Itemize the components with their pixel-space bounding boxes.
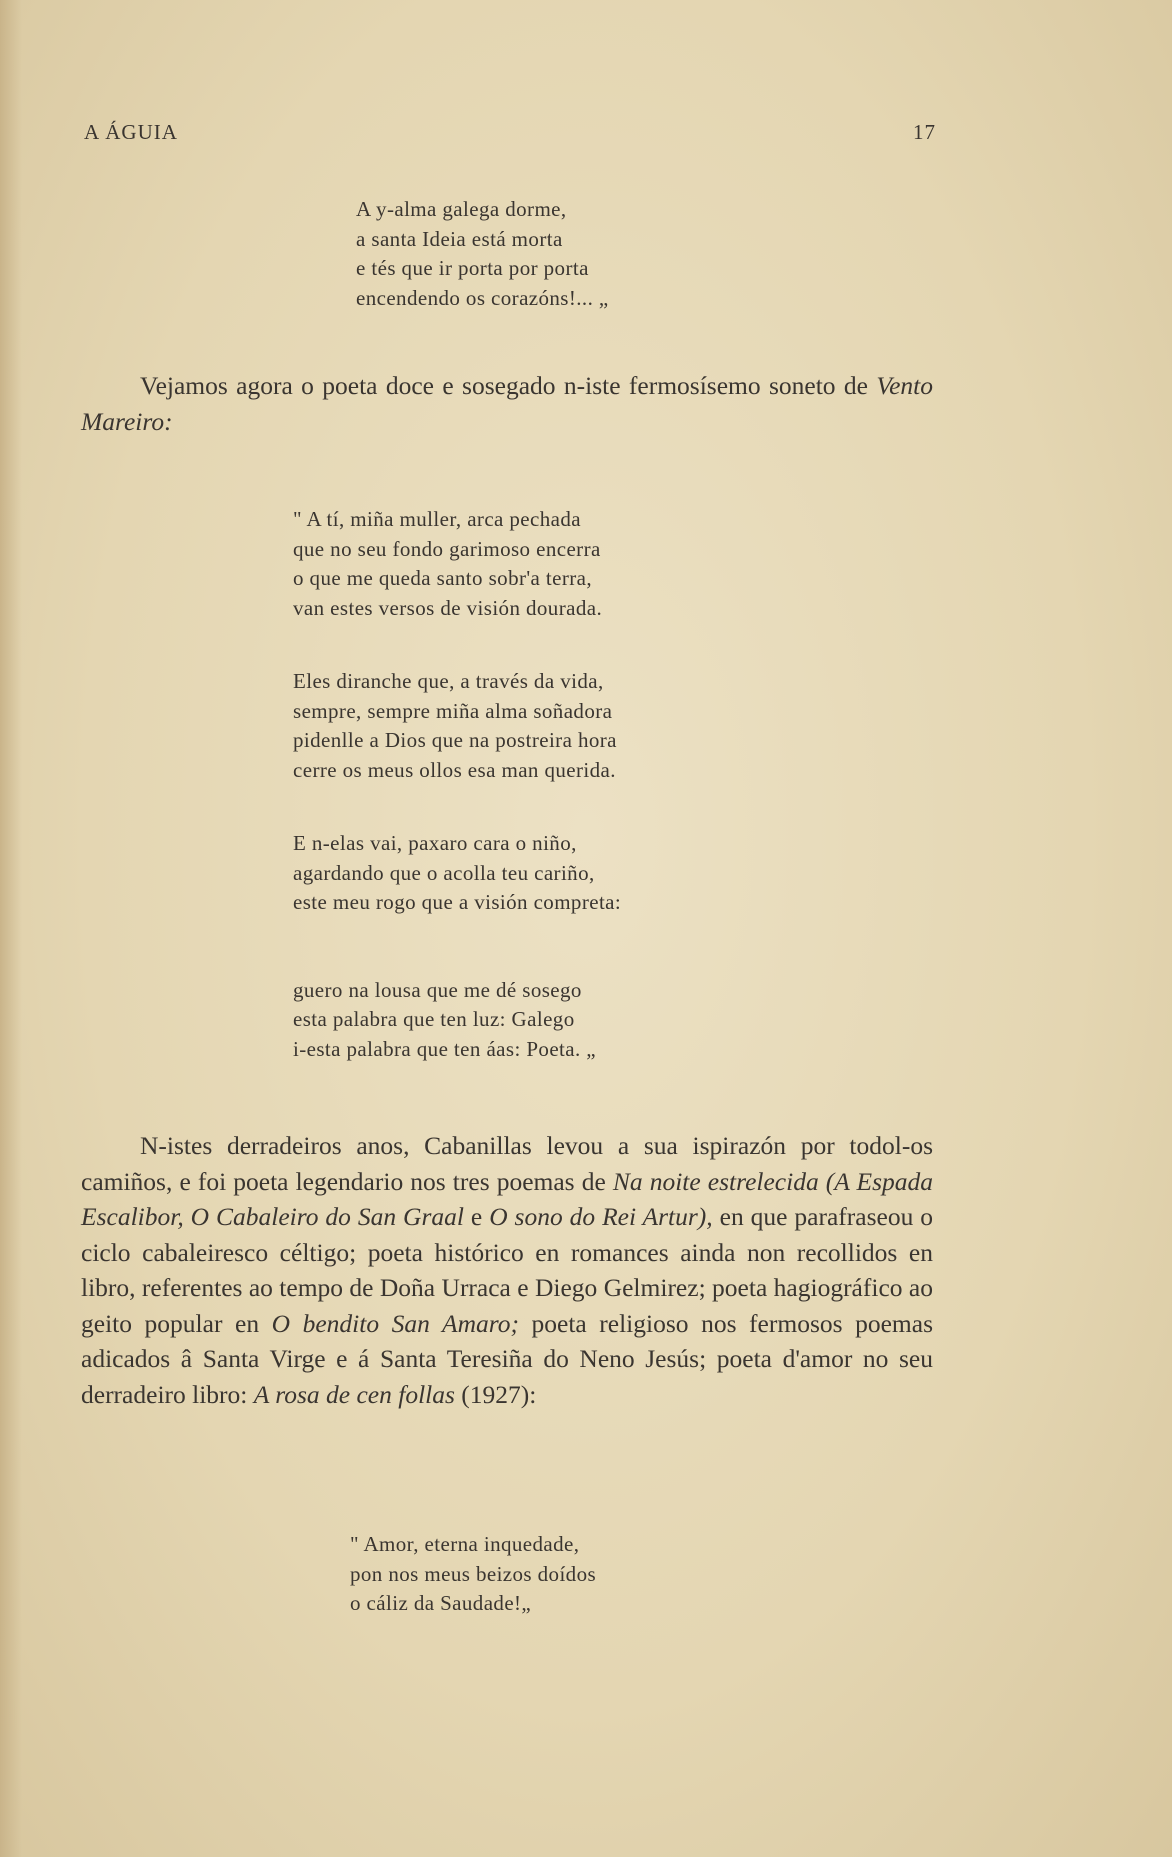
paragraph-italic: O bendito San Amaro;: [271, 1308, 519, 1338]
paragraph-italic: Na noite estrelecida (A Espada Escalibor, O Cabaleiro do San Graal: [81, 1166, 934, 1231]
verse-line: agardando que o acolla teu cariño,: [293, 860, 595, 885]
running-head-title: A ÁGUIA: [84, 120, 178, 144]
verse-line: esta palabra que ten luz: Galego: [293, 1007, 575, 1031]
verse-quote-top: [356, 195, 609, 313]
verse-line: Eles diranche que, a través da vida,: [293, 669, 604, 693]
verse-line: que no seu fondo garimoso encerra: [293, 536, 601, 561]
verse-line: pidenlle a Dios que na postreira hora: [293, 728, 617, 752]
verse-line: A y-alma galega dorme,: [356, 197, 567, 221]
paragraph-italic: O sono do Rei Artur),: [489, 1202, 713, 1231]
page-edge-shadow: [0, 0, 22, 1857]
verse-line: van estes versos de visión dourada.: [293, 595, 603, 620]
paragraph-text: en que parafraseou o ciclo cabaleiresco céltigo; poeta histórico en romances ainda non recollidos en libro, referentes ao tempo de Doña Urraca e Diego Gelmirez; poeta hagiográfico ao geito popular en: [81, 1202, 934, 1338]
sonnet-stanza-2: [293, 667, 621, 785]
paragraph-text: e: [463, 1202, 490, 1231]
verse-line: o que me queda santo sobr'a terra,: [293, 566, 593, 590]
page-number: 17: [913, 120, 936, 144]
verse-line: a santa Ideia está morta: [356, 226, 563, 251]
running-head: [84, 120, 936, 145]
main-paragraph: [81, 1128, 933, 1412]
intro-paragraph: [81, 368, 933, 439]
verse-line: cerre os meus ollos esa man querida.: [293, 757, 616, 782]
sonnet-stanza-3: [293, 829, 621, 918]
verse-line: e tés que ir porta por porta: [356, 256, 589, 280]
verse-line: pon nos meus beizos doídos: [350, 1561, 597, 1586]
verse-line: o cáliz da Saudade!„: [350, 1591, 532, 1615]
intro-text: Vejamos agora o poeta doce e sosegado n-iste fermosísemo soneto de: [140, 371, 877, 400]
verse-line: guero na lousa que me dé sosego: [293, 977, 582, 1002]
verse-line: " A tí, miña muller, arca pechada: [293, 507, 581, 531]
verse-line: este meu rogo que a visión compreta:: [293, 890, 622, 914]
sonnet-stanza-4: [293, 976, 621, 1065]
paragraph-text: poeta religioso nos fermosos poemas adicados â Santa Virge e á Santa Teresiña do Neno Jesús; poeta d'amor no seu derradeiro libro:: [81, 1308, 933, 1409]
verse-line: " Amor, eterna inquedade,: [350, 1532, 580, 1556]
verse-line: E n-elas vai, paxaro cara o niño,: [293, 831, 577, 855]
intro-title-italic: Vento Mareiro:: [81, 371, 933, 436]
verse-quote-bottom: [350, 1530, 596, 1619]
sonnet-stanza-1: [293, 505, 621, 623]
sonnet: [293, 505, 621, 1064]
paragraph-italic: A rosa de cen follas: [253, 1379, 455, 1409]
verse-line: sempre, sempre miña alma soñadora: [293, 698, 613, 723]
verse-line: i-esta palabra que ten áas: Poeta. „: [293, 1036, 597, 1061]
verse-line: encendendo os corazóns!... „: [356, 285, 609, 310]
paragraph-text: N-istes derradeiros anos, Cabanillas levou a sua ispirazón por todol-os camiños, e foi poeta legendario nos tres poemas de: [81, 1131, 933, 1196]
paragraph-text: (1927):: [454, 1379, 537, 1409]
